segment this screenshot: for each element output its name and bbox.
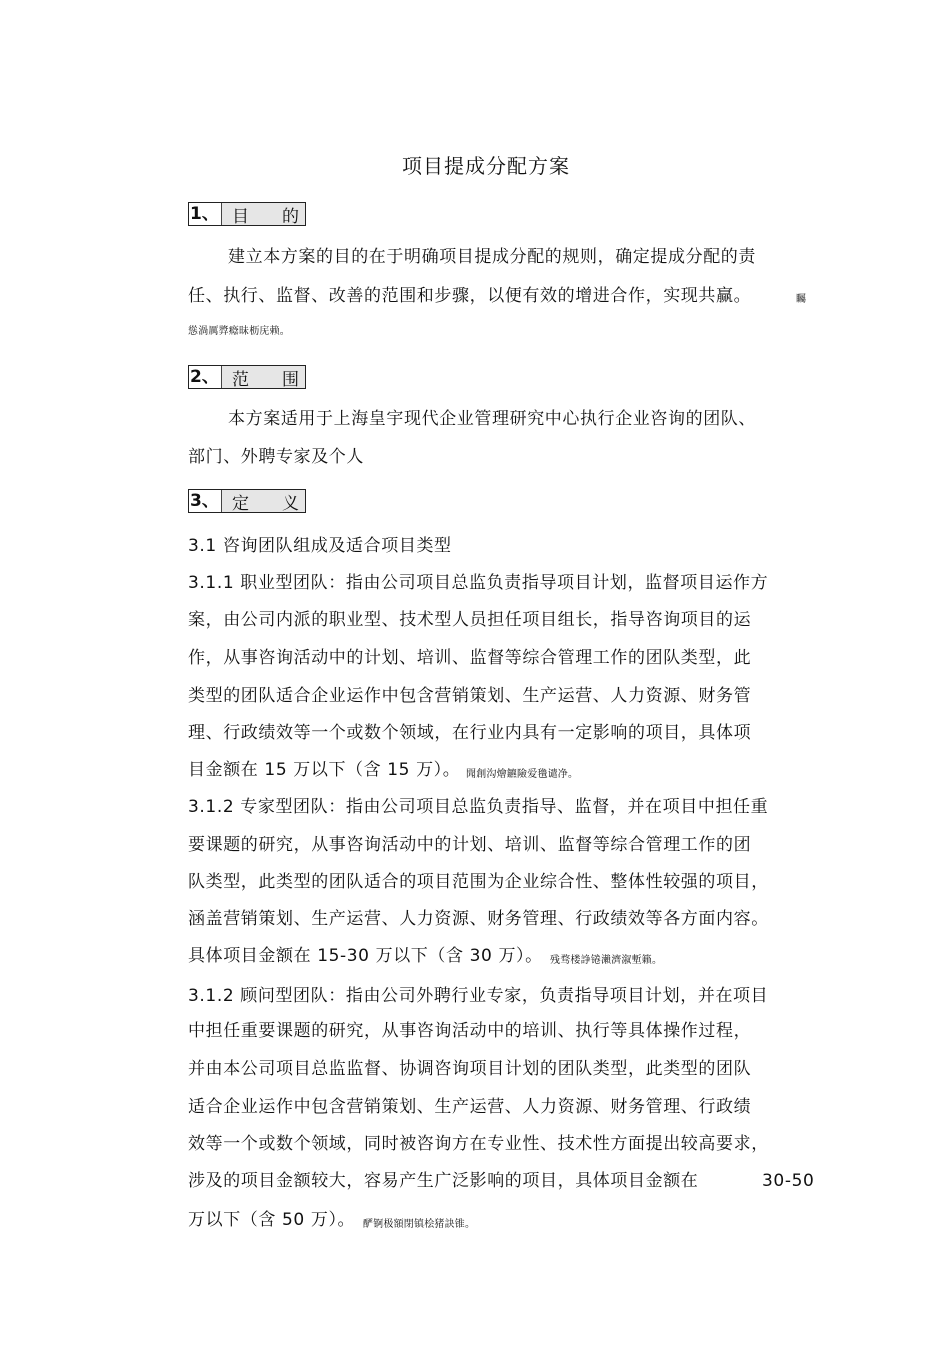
section-label-char: 定 xyxy=(232,493,249,514)
paragraph-line: 具体项目金额在 15-30 万以下（含 30 万）。 xyxy=(188,946,543,966)
amount-range: 30-50 xyxy=(762,1171,815,1191)
subsection-title: 3.1 咨询团队组成及适合项目类型 xyxy=(188,536,452,556)
noise-text: 酽锕极額閉镇桧猪訣锥。 xyxy=(363,1219,476,1230)
section-label-char: 的 xyxy=(282,206,299,227)
section-label-char: 目 xyxy=(232,206,249,227)
paragraph-line: 类型的团队适合企业运作中包含营销策划、生产运营、人力资源、财务管 xyxy=(188,686,752,706)
section-number: 1、 xyxy=(190,204,219,224)
section-label xyxy=(221,366,305,388)
paragraph-line: 涵盖营销策划、生产运营、人力资源、财务管理、行政绩效等各方面内容。 xyxy=(188,909,769,929)
paragraph-line: 案，由公司内派的职业型、技术型人员担任项目组长，指导咨询项目的运 xyxy=(188,610,752,630)
paragraph-line: 队类型，此类型的团队适合的项目范围为企业综合性、整体性较强的项目， xyxy=(188,872,769,892)
section-heading-definition xyxy=(188,489,306,513)
paragraph-line: 3.1.2 专家型团队：指由公司项目总监负责指导、监督，并在项目中担任重 xyxy=(188,797,769,817)
scope-line: 部门、外聘专家及个人 xyxy=(188,447,364,467)
purpose-line: 任、执行、监督、改善的范围和步骤，以便有效的增进合作，实现共赢。 xyxy=(188,286,752,306)
section-heading-scope xyxy=(188,365,306,389)
paragraph-line: 效等一个或数个领域，同时被咨询方在专业性、技术性方面提出较高要求， xyxy=(188,1134,769,1154)
section-number: 2、 xyxy=(190,367,219,387)
noise-text: 残骛楼諍锩瀨濟溆塹籟。 xyxy=(550,955,663,966)
paragraph-line: 作，从事咨询活动中的计划、培训、监督等综合管理工作的团队类型，此 xyxy=(188,648,752,668)
section-label xyxy=(221,490,305,512)
section-heading-purpose xyxy=(188,202,306,226)
paragraph-line: 涉及的项目金额较大，容易产生广泛影响的项目，具体项目金额在 xyxy=(188,1171,699,1191)
side-mark: 矚 xyxy=(796,294,807,305)
paragraph-line: 目金额在 15 万以下（含 15 万）。 xyxy=(188,760,461,780)
purpose-line: 建立本方案的目的在于明确项目提成分配的规则，确定提成分配的责 xyxy=(228,247,756,267)
section-label-char: 围 xyxy=(282,369,299,390)
section-label-char: 义 xyxy=(282,493,299,514)
noise-text: 慫渦厲㢡癊昧枥庑赖。 xyxy=(188,326,290,337)
paragraph-line: 要课题的研究，从事咨询活动中的计划、培训、监督等综合管理工作的团 xyxy=(188,835,752,855)
paragraph-line: 适合企业运作中包含营销策划、生产运营、人力资源、财务管理、行政绩 xyxy=(188,1097,752,1117)
paragraph-line: 3.1.1 职业型团队：指由公司项目总监负责指导项目计划，监督项目运作方 xyxy=(188,573,769,593)
section-label-char: 范 xyxy=(232,369,249,390)
paragraph-line: 理、行政绩效等一个或数个领域，在行业内具有一定影响的项目，具体项 xyxy=(188,723,752,743)
section-number: 3、 xyxy=(190,491,219,511)
paragraph-line: 并由本公司项目总监监督、协调咨询项目计划的团队类型，此类型的团队 xyxy=(188,1059,752,1079)
paragraph-line: 中担任重要课题的研究，从事咨询活动中的培训、执行等具体操作过程， xyxy=(188,1021,752,1041)
paragraph-line: 万以下（含 50 万）。 xyxy=(188,1210,356,1230)
section-label xyxy=(221,203,305,225)
noise-text: 聞創沟燴鑣險爱氇谴净。 xyxy=(466,769,579,780)
page-title: 项目提成分配方案 xyxy=(402,154,570,178)
paragraph-line: 3.1.2 顾问型团队：指由公司外聘行业专家，负责指导项目计划，并在项目 xyxy=(188,986,769,1006)
scope-line: 本方案适用于上海皇宇现代企业管理研究中心执行企业咨询的团队、 xyxy=(228,409,756,429)
